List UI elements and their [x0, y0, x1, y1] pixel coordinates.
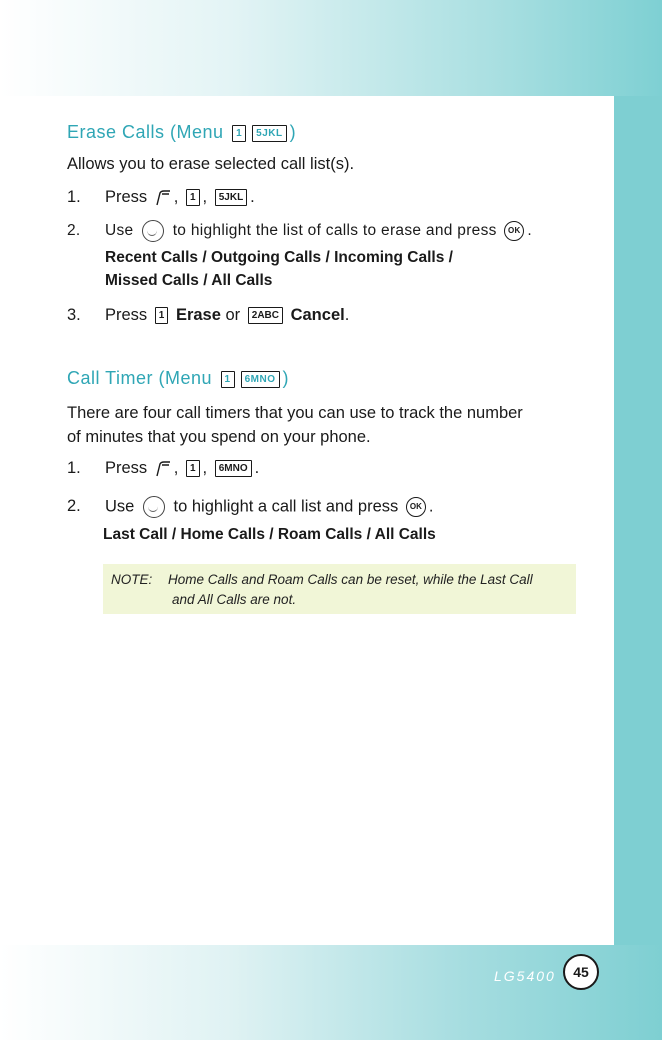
timer-step-1 — [67, 459, 259, 478]
or-text: or — [225, 306, 241, 324]
key-1-icon: 1 — [186, 460, 200, 477]
step-text: to highlight the list of calls to erase and press — [172, 222, 497, 240]
key-1-icon: 1 — [155, 307, 169, 324]
period: . — [527, 222, 532, 240]
step-text: Use — [105, 497, 135, 516]
step-text: Press — [105, 306, 148, 324]
erase-step-3 — [67, 306, 349, 325]
key-6-icon: 6MNO — [241, 371, 280, 388]
key-5-icon: 5JKL — [215, 189, 247, 206]
erase-options-line-1: Recent Calls / Outgoing Calls / Incoming Calls / — [105, 249, 453, 266]
ok-key-icon: OK — [504, 221, 524, 241]
timer-heading-close: ) — [282, 368, 290, 388]
comma: , — [202, 459, 208, 477]
erase-heading-text: Erase Calls (Menu — [67, 122, 224, 142]
page — [0, 96, 614, 945]
right-band — [614, 96, 662, 1040]
key-1-icon: 1 — [232, 125, 246, 142]
step-number: 3. — [67, 306, 81, 324]
key-5-icon: 5JKL — [252, 125, 286, 142]
step-number: 2. — [67, 497, 81, 516]
page-number: 45 — [563, 954, 599, 990]
step-number: 1. — [67, 459, 81, 477]
erase-step-1 — [67, 188, 255, 207]
nav-key-icon — [143, 496, 165, 518]
timer-heading-text: Call Timer (Menu — [67, 368, 213, 388]
cancel-label: Cancel — [290, 306, 345, 324]
timer-heading — [67, 368, 289, 389]
step-text: Press — [105, 188, 148, 206]
period: . — [250, 188, 255, 206]
step-text: Use — [105, 222, 134, 240]
period: . — [428, 497, 434, 516]
timer-step-2 — [67, 496, 433, 518]
key-1-icon: 1 — [186, 189, 200, 206]
bottom-band — [0, 945, 662, 1040]
step-text: to highlight a call list and press — [173, 497, 399, 516]
softkey-icon — [154, 460, 172, 478]
erase-label: Erase — [175, 306, 221, 324]
softkey-icon — [154, 189, 172, 207]
comma: , — [202, 188, 208, 206]
key-2-icon: 2ABC — [248, 307, 283, 324]
timer-options: Last Call / Home Calls / Roam Calls / All Calls — [103, 526, 436, 543]
timer-description-line-1: There are four call timers that you can use to track the number — [67, 404, 523, 422]
brand-model: LG5400 — [494, 968, 556, 984]
step-text: Press — [105, 459, 148, 477]
nav-key-icon — [142, 220, 164, 242]
ok-key-icon: OK — [406, 497, 426, 517]
note-line-2: and All Calls are not. — [172, 592, 297, 607]
step-number: 1. — [67, 188, 81, 206]
erase-heading — [67, 122, 296, 143]
comma: , — [173, 188, 179, 206]
erase-options-line-2: Missed Calls / All Calls — [105, 272, 273, 289]
note-label: NOTE: — [111, 572, 153, 587]
comma: , — [173, 459, 179, 477]
key-6-icon: 6MNO — [215, 460, 252, 477]
top-band — [0, 0, 662, 96]
erase-step-2 — [67, 220, 532, 242]
note-line-1: Home Calls and Roam Calls can be reset, while the Last Call — [168, 572, 533, 587]
key-1-icon: 1 — [221, 371, 235, 388]
erase-description: Allows you to erase selected call list(s). — [67, 155, 355, 173]
erase-heading-close: ) — [289, 122, 297, 142]
note-box — [103, 564, 576, 614]
period: . — [254, 459, 260, 477]
period: . — [344, 306, 350, 324]
timer-description-line-2: of minutes that you spend on your phone. — [67, 428, 371, 446]
step-number: 2. — [67, 222, 81, 240]
